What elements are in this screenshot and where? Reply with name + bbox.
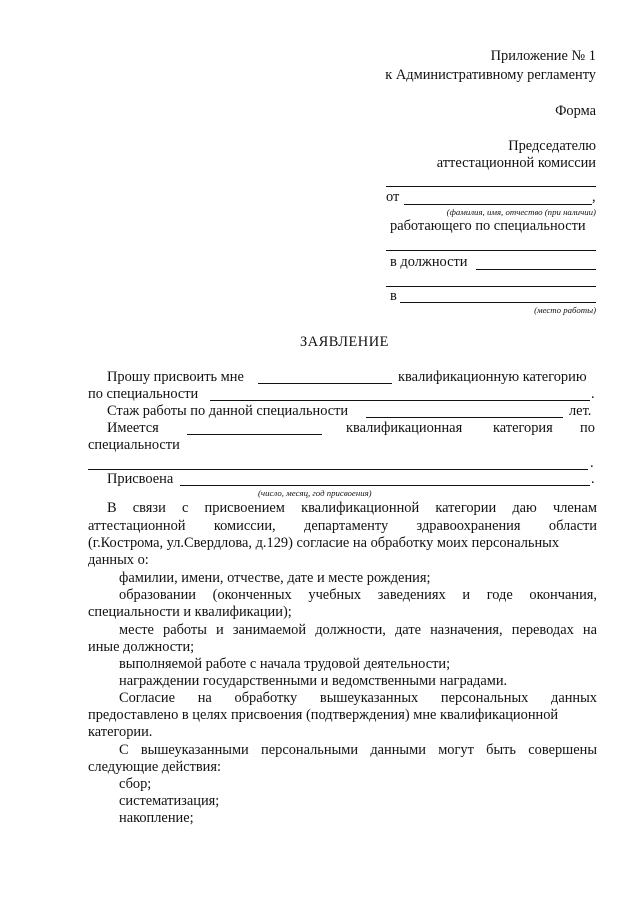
line-end-dot: . [591,471,595,487]
name-caption: (фамилия, имя, отчество (при наличии) [446,207,596,217]
action-item-1: сбор; [119,776,152,792]
actions-paragraph-line1: С вышеуказанными персональными данными могут быть совершены [119,742,597,758]
specialty-word: специальности [88,437,180,453]
applicant-name-field[interactable] [404,204,592,205]
assigned-date-field[interactable] [180,485,590,486]
workplace-label: в [390,288,397,304]
assigned-label: Присвоена [107,471,174,487]
specialty-label: работающего по специальности [390,218,586,234]
has-category-word-1: Имеется [107,420,159,436]
date-caption: (число, месяц, год присвоения) [258,488,372,498]
request-category-text: квалификационную категорию [398,369,587,385]
data-item-3: месте работы и занимаемой должности, дате назначения, переводах на [119,622,597,638]
by-specialty-field[interactable] [210,400,590,401]
purpose-paragraph-line2: предоставлено в целях присвоения (подтверждения) мне квалификационной [88,707,559,723]
purpose-paragraph-line3: категории. [88,724,153,740]
regulation-label: к Административному регламенту [385,67,596,83]
data-item-3-cont: иные должности; [88,639,195,655]
consent-paragraph-line3: (г.Кострома, ул.Свердлова, д.129) согласие на обработку моих персональных [88,535,560,551]
has-category-word-3: категория [493,420,553,436]
has-category-word-4: по [580,420,595,436]
actions-paragraph-line2: следующие действия: [88,759,222,775]
appendix-label: Приложение № 1 [490,48,596,64]
existing-specialty-field[interactable] [88,469,588,470]
workplace-caption: (место работы) [534,305,596,315]
form-label: Форма [555,103,596,119]
blank-line [386,186,596,187]
consent-paragraph-line1: В связи с присвоением квалификационной категории даю членам [107,500,597,516]
addressee-line1: Председателю [508,138,596,154]
from-label: от [386,189,400,205]
document-title: ЗАЯВЛЕНИЕ [300,334,389,350]
action-item-2: систематизация; [119,793,220,809]
position-label: в должности [390,254,468,270]
request-text: Прошу присвоить мне [107,369,244,385]
line-end-dot: . [590,455,594,471]
existing-category-field[interactable] [187,434,322,435]
action-item-3: накопление; [119,810,194,826]
experience-field[interactable] [366,417,563,418]
addressee-line2: аттестационной комиссии [436,155,596,171]
by-specialty-label: по специальности [88,386,199,402]
workplace-field[interactable] [400,302,596,303]
from-trailing-comma: , [592,189,596,205]
data-item-2: образовании (оконченных учебных заведениях и годе окончания, [119,587,597,603]
line-end-dot: . [591,386,595,402]
specialty-field[interactable] [386,250,596,251]
data-item-4: выполняемой работе с начала трудовой деятельности; [119,656,451,672]
data-item-2-cont: специальности и квалификации); [88,604,292,620]
years-label: лет. [569,403,592,419]
blank-line [386,286,596,287]
experience-label: Стаж работы по данной специальности [107,403,349,419]
has-category-word-2: квалификационная [346,420,463,436]
consent-paragraph-line4: данных о: [88,552,149,568]
purpose-paragraph-line1: Согласие на обработку вышеуказанных персональных данных [119,690,597,706]
data-item-5: награждении государственными и ведомственными наградами. [119,673,508,689]
consent-paragraph-line2: аттестационной комиссии, департаменту здравоохранения области [88,518,597,534]
category-field[interactable] [258,383,392,384]
position-field[interactable] [476,269,596,270]
data-item-1: фамилии, имени, отчестве, дате и месте рождения; [119,570,431,586]
